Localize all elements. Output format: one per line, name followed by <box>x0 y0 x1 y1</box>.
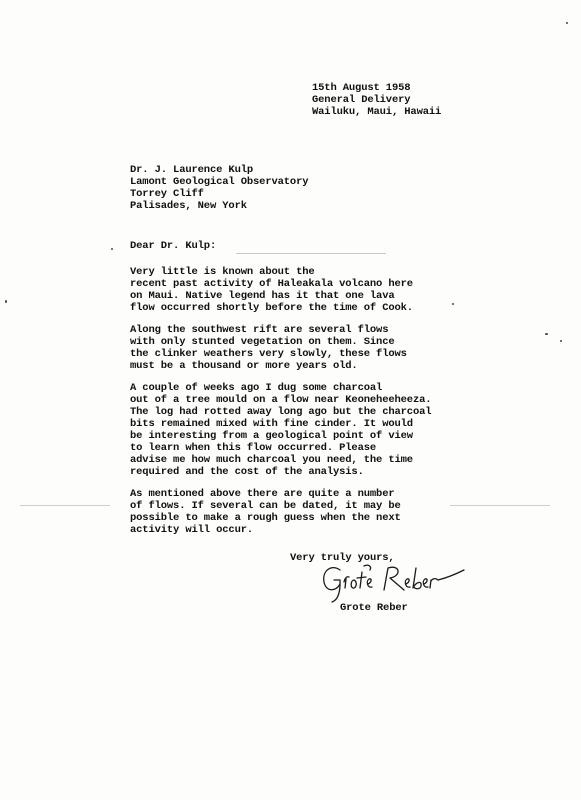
paragraph-3-line-4: bits remained mixed with fine cinder. It would <box>130 418 413 430</box>
paragraph-3-line-6: to learn when this flow occurred. Please <box>130 442 377 454</box>
scan-artifact-line <box>450 505 550 506</box>
paragraph-1-line-4: flow occurred shortly before the time of Cook. <box>130 302 413 314</box>
recipient-line-4: Palisades, New York <box>130 200 247 212</box>
paragraph-1-line-3: on Maui. Native legend has it that one lava <box>130 290 395 302</box>
salutation: Dear Dr. Kulp: <box>130 240 217 252</box>
paragraph-2-line-4: must be a thousand or more years old. <box>130 360 358 372</box>
paragraph-2-line-1: Along the southwest rift are several flows <box>130 324 389 336</box>
paragraph-3-line-3: The log had rotted away long ago but the charcoal <box>130 406 432 418</box>
paragraph-3-line-5: be interesting from a geological point of view <box>130 430 413 442</box>
scan-speck <box>545 333 548 335</box>
scan-speck <box>111 248 113 250</box>
sender-address-line-1: General Delivery <box>312 94 411 106</box>
recipient-line-2: Lamont Geological Observatory <box>130 176 309 188</box>
scan-speck <box>452 303 454 305</box>
paragraph-3-line-2: out of a tree mould on a flow near Keoneheeheeza. <box>130 394 432 406</box>
paragraph-4-line-1: As mentioned above there are quite a number <box>130 488 395 500</box>
handwritten-signature <box>318 560 468 604</box>
paragraph-3-line-7: advise me how much charcoal you need, the time <box>130 454 413 466</box>
typed-name: Grote Reber <box>340 602 408 614</box>
paragraph-2-line-2: with only stunted vegetation on them. Since <box>130 336 395 348</box>
scan-speck <box>566 22 568 24</box>
scan-artifact-line <box>20 505 110 506</box>
paragraph-2-line-3: the clinker weathers very slowly, these flows <box>130 348 407 360</box>
paragraph-3-line-1: A couple of weeks ago I dug some charcoal <box>130 382 383 394</box>
sender-address-line-2: Wailuku, Maui, Hawaii <box>312 106 442 118</box>
recipient-line-3: Torrey Cliff <box>130 188 204 200</box>
scan-speck <box>5 300 7 303</box>
scan-artifact-line <box>236 253 386 254</box>
paragraph-3-line-8: required and the cost of the analysis. <box>130 466 364 478</box>
paragraph-1-line-1: Very little is known about the <box>130 266 315 278</box>
paragraph-4-line-2: of flows. If several can be dated, it may be <box>130 500 401 512</box>
recipient-line-1: Dr. J. Laurence Kulp <box>130 164 254 176</box>
letter-date: 15th August 1958 <box>312 82 411 94</box>
paragraph-1-line-2: recent past activity of Haleakala volcano here <box>130 278 413 290</box>
closing: Very truly yours, <box>290 552 395 564</box>
paragraph-4-line-4: activity will occur. <box>130 524 254 536</box>
scan-speck <box>560 340 562 342</box>
paragraph-4-line-3: possible to make a rough guess when the next <box>130 512 401 524</box>
